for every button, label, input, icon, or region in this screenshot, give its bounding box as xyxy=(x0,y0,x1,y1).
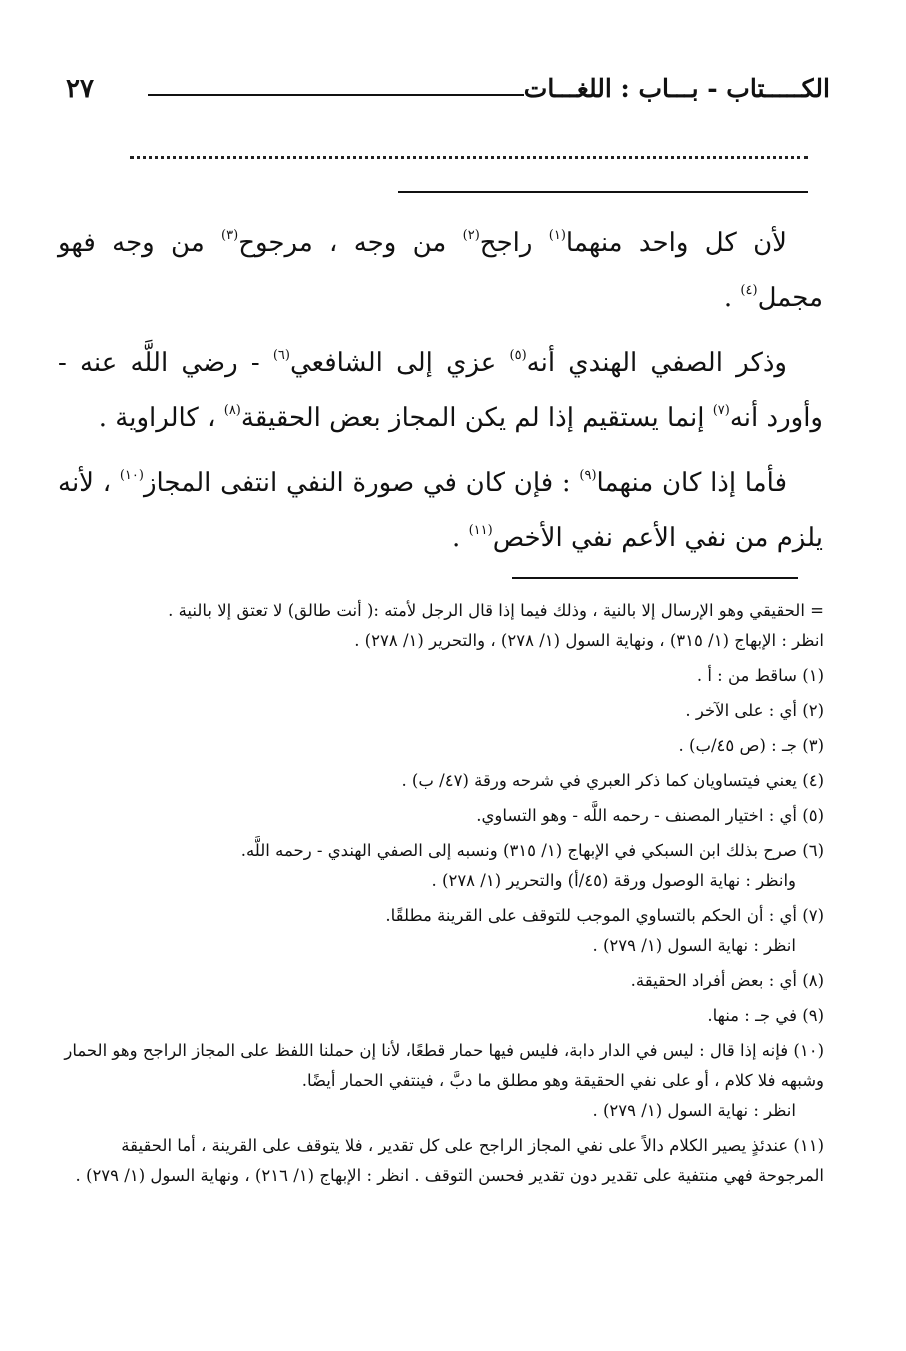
text-segment: من وجه فهو مجمل xyxy=(58,228,823,313)
text-segment: . xyxy=(723,283,741,313)
footnote xyxy=(56,801,824,831)
dotted-separator xyxy=(130,156,808,169)
footnote-ref: (٢) xyxy=(462,228,480,243)
footnote-ref: (٦) xyxy=(272,348,290,363)
text-segment: . xyxy=(452,523,469,553)
footnote-ref: (٨) xyxy=(223,403,241,418)
footnote xyxy=(56,696,824,726)
footnote-line: (١) ساقط من : أ . xyxy=(696,666,824,685)
footnote-ref: (٤) xyxy=(740,283,758,298)
footnote xyxy=(56,836,824,896)
footnote-line: (١٠) فإنه إذا قال : ليس في الدار دابة، فليس فيها حمار قطعًا، لأنا إن حملنا اللفظ على المجاز الراجح وهو الحمار وشبهه فلا كلام ، أو على نفي الحقيقة وهو مطلق ما دبَّ ، فينتفي الحمار أيضًا. xyxy=(64,1041,824,1090)
footnote xyxy=(56,731,824,761)
footnote-line: = الحقيقي وهو الإرسال إلا بالنية ، وذلك فيما إذا قال الرجل لأمته :( أنت طالق) لا تعتق إلا بالنية . xyxy=(168,601,824,620)
footnote-line: انظر : نهاية السول (١/ ٢٧٩) . xyxy=(592,1101,796,1120)
main-text xyxy=(58,216,823,576)
text-segment: راجح xyxy=(479,228,549,258)
footnote xyxy=(56,1001,824,1031)
footnote xyxy=(56,596,824,656)
footnote xyxy=(56,966,824,996)
footnote xyxy=(56,661,824,691)
footnotes xyxy=(56,596,824,1196)
text-segment: وذكر الصفي الهندي أنه xyxy=(526,348,787,378)
header-rule xyxy=(148,94,524,96)
footnote-ref: (٧) xyxy=(712,403,730,418)
text-segment: فأما إذا كان منهما xyxy=(596,468,788,498)
footnote-line: (٥) أي : اختيار المصنف - رحمه اللَّه - وهو التساوي. xyxy=(476,806,824,825)
footnote-line: وانظر : نهاية الوصول ورقة (٤٥/أ) والتحرير (١/ ٢٧٨) . xyxy=(431,871,796,890)
text-segment: عزي إلى الشافعي xyxy=(289,348,510,378)
body-paragraph xyxy=(58,456,823,566)
footnote-ref: (٣) xyxy=(221,228,239,243)
text-segment: لأن كل واحد منهما xyxy=(565,228,788,258)
footnote xyxy=(56,766,824,796)
page-number: ٢٧ xyxy=(66,74,94,104)
body-paragraph xyxy=(58,336,823,446)
text-segment: ، لأنه يلزم من نفي الأعم نفي الأخص xyxy=(58,468,823,553)
footnote xyxy=(56,1036,824,1126)
footnote xyxy=(56,901,824,961)
footnote-line: (٦) صرح بذلك ابن السبكي في الإبهاج (١/ ٣١٥) ونسبه إلى الصفي الهندي - رحمه اللَّه. xyxy=(240,841,824,860)
text-segment: : فإن كان في صورة النفي انتفى المجاز xyxy=(143,468,580,498)
footnote-line: (٧) أي : أن الحكم بالتساوي الموجب للتوقف على القرينة مطلقًا. xyxy=(385,906,824,925)
section-rule xyxy=(398,191,808,193)
footnote-ref: (٥) xyxy=(509,348,527,363)
text-segment: من وجه ، مرجوح xyxy=(238,228,463,258)
text-segment: - رضي اللَّه عنه - وأورد أنه xyxy=(58,348,823,433)
footnote-line: (٩) في جـ : منها. xyxy=(707,1006,824,1025)
footnote-ref: (١٠) xyxy=(119,468,144,483)
footnote xyxy=(56,1131,824,1191)
footnote-line: (٨) أي : بعض أفراد الحقيقة. xyxy=(630,971,824,990)
footnote-ref: (١) xyxy=(548,228,566,243)
text-segment: إنما يستقيم إذا لم يكن المجاز بعض الحقيقة xyxy=(240,403,713,433)
footnote-ref: (٩) xyxy=(579,468,597,483)
body-paragraph xyxy=(58,216,823,326)
footnote-line: انظر : الإبهاج (١/ ٣١٥) ، ونهاية السول (١/ ٢٧٨) ، والتحرير (١/ ٢٧٨) . xyxy=(354,631,824,650)
running-header xyxy=(60,72,830,116)
text-segment: ، كالراوية . xyxy=(98,403,224,433)
footnote-line: انظر : نهاية السول (١/ ٢٧٩) . xyxy=(592,936,796,955)
footnote-separator xyxy=(512,577,798,579)
running-title: الكـــــتاب - بـــاب : اللغـــات xyxy=(523,74,830,103)
footnote-line: (٤) يعني فيتساويان كما ذكر العبري في شرحه ورقة (٤٧/ ب) . xyxy=(401,771,824,790)
footnote-line: (٣) جـ : (ص ٤٥/ب) . xyxy=(678,736,824,755)
footnote-line: (٢) أي : على الآخر . xyxy=(685,701,824,720)
footnote-ref: (١١) xyxy=(468,523,493,538)
footnote-line: (١١) عندئذٍ يصير الكلام دالاً على نفي المجاز الراجح على كل تقدير ، فلا يتوقف على القرينة ، أما الحقيقة المرجوحة فهي منتفية على تقدير دون تقدير فحسن التوقف . انظر : الإبهاج (١/ ٢١٦) ، ونهاية السول (١/ ٢٧٩) . xyxy=(75,1136,824,1185)
